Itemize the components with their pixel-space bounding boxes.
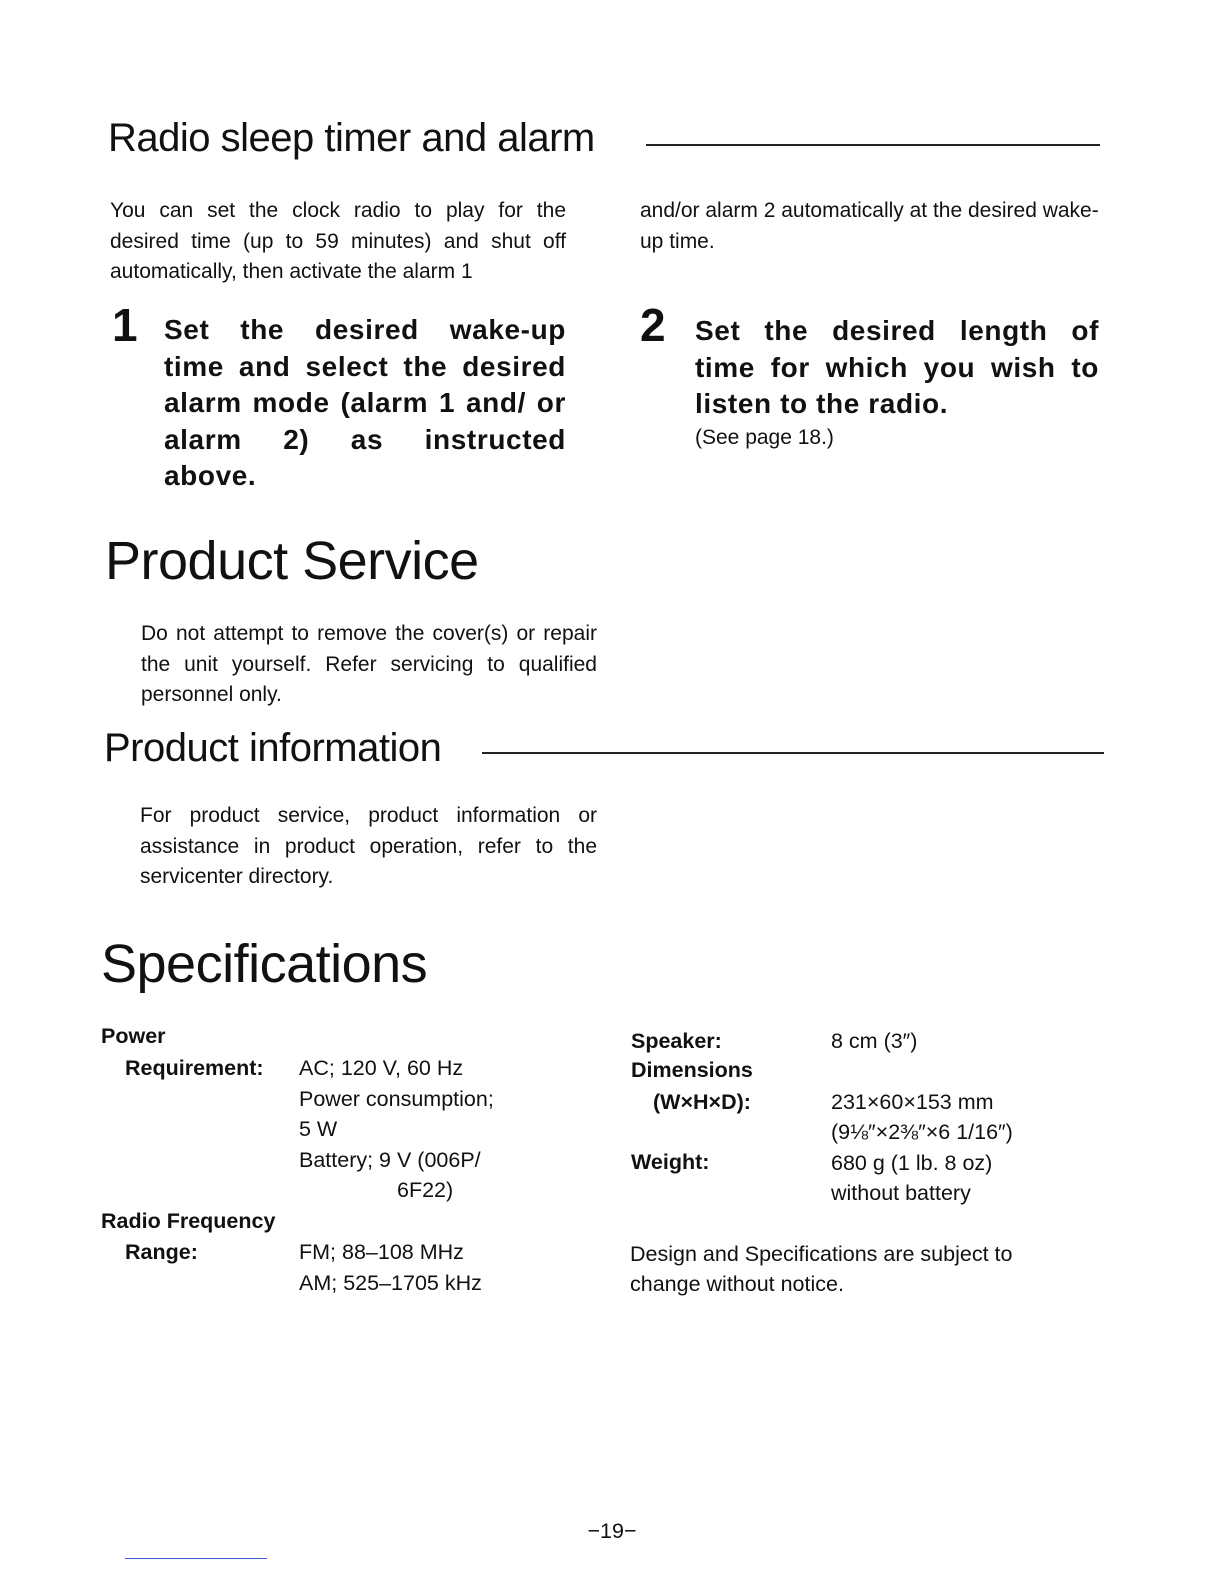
intro-paragraph-right: and/or alarm 2 automatically at the desired wake-up time.: [640, 199, 1099, 253]
spec-value-power-consumption: Power consumption;: [299, 1087, 494, 1111]
spec-value-am-range: AM; 525–1705 kHz: [299, 1271, 482, 1295]
step-2-instruction: [695, 313, 1099, 423]
spec-label-power: Power: [101, 1024, 166, 1048]
product-service-paragraph: Do not attempt to remove the cover(s) or repair the unit yourself. Refer servicing to qualified personnel only.: [141, 622, 597, 706]
section-heading-radio-sleep: Radio sleep timer and alarm: [108, 116, 595, 160]
page-number: −19−: [587, 1519, 637, 1543]
step-number-2: 2: [640, 299, 666, 351]
spec-label-speaker: Speaker:: [631, 1029, 722, 1053]
footer-rule: [125, 1558, 267, 1559]
product-information-paragraph: For product service, product information or assistance in product operation, refer to the servicenter directory.: [140, 804, 597, 888]
section-heading-product-service: Product Service: [105, 531, 479, 591]
step-2-text-last: listen to the radio.: [695, 388, 949, 419]
spec-label-dimensions-whd: (W×H×D):: [653, 1090, 751, 1114]
spec-value-wattage: 5 W: [299, 1117, 338, 1141]
spec-value-weight-note: without battery: [831, 1181, 971, 1205]
heading-rule: [482, 752, 1104, 754]
spec-value-dimensions-mm: 231×60×153 mm: [831, 1090, 994, 1114]
step-1-text: Set the desired wake-up time and select the desired alarm mode (alarm 1 and/ or alarm 2) as instructed: [164, 314, 566, 455]
spec-value-weight: 680 g (1 lb. 8 oz): [831, 1151, 993, 1175]
heading-rule: [646, 144, 1100, 146]
step-1-text-last: above.: [164, 460, 257, 491]
intro-paragraph-left: You can set the clock radio to play for the desired time (up to 59 minutes) and shut off automatically, then activate the alarm 1: [110, 199, 566, 283]
spec-label-dimensions: Dimensions: [631, 1058, 753, 1082]
step-2-text: Set the desired length of time for which you wish to: [695, 315, 1099, 383]
spec-value-battery-type: 6F22): [397, 1178, 454, 1202]
section-heading-specifications: Specifications: [101, 934, 428, 994]
spec-value-fm-range: FM; 88–108 MHz: [299, 1240, 464, 1264]
step-2-page-reference: (See page 18.): [695, 426, 834, 449]
spec-value-speaker: 8 cm (3″): [831, 1029, 918, 1053]
spec-value-dimensions-inches: (9⅛″×2⅜″×6 1/16″): [831, 1120, 1013, 1144]
spec-label-weight: Weight:: [631, 1150, 710, 1174]
spec-label-requirement: Requirement:: [125, 1056, 264, 1080]
section-heading-product-information: Product information: [104, 726, 442, 770]
spec-value-requirement-ac: AC; 120 V, 60 Hz: [299, 1056, 464, 1080]
spec-label-range: Range:: [125, 1240, 198, 1264]
spec-label-radio-frequency: Radio Frequency: [101, 1209, 276, 1233]
specifications-disclaimer: Design and Specifications are subject to change without notice.: [630, 1242, 1013, 1296]
step-number-1: 1: [112, 299, 138, 351]
spec-value-battery: Battery; 9 V (006P/: [299, 1148, 481, 1172]
step-1-instruction: [164, 312, 566, 495]
